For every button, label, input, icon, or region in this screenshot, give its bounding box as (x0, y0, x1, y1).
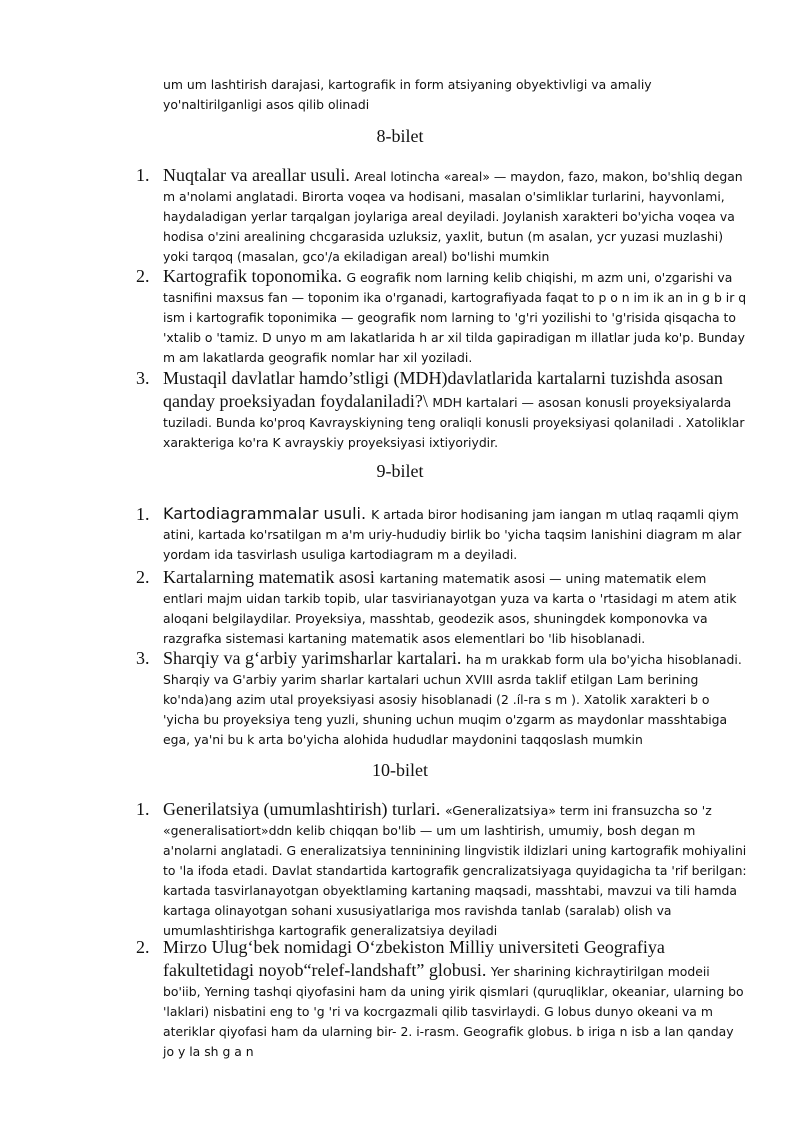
ticket-title: 9-bilet (376, 461, 424, 481)
item-number: 3. (136, 648, 150, 668)
item-heading: Generilatsiya (umumlashtirish) turlari. (163, 799, 445, 819)
list-item (136, 566, 748, 649)
item-number: 2. (136, 567, 150, 587)
item-number: 2. (136, 266, 150, 286)
item-body: Yer sharining kichraytirilgan modeii bo'iib, Yerning tashqi qiyofasini ham da uning yirik qismlari (quruqliklar, okeaniar, ularning bo 'laklari) nisbatini eng to 'g 'ri va kocrgazmali qilib tasvirlaydi. G lobus dunyo okeani va m ateriklar qiyofasi ham da ularning bir- 2. i-rasm. Geografik globus. b iriga n isb a lan qanday jo y la sh g a n (163, 964, 744, 1059)
list-item (136, 647, 748, 750)
list-item (136, 265, 748, 368)
item-heading: Sharqiy va g‘arbiy yarimsharlar kartalari. (163, 648, 466, 668)
item-body: G eografik nom larning kelib chiqishi, m azm uni, o'zgarishi va tasnifini maxsus fan — toponim ika o'rganadi, kartografiyada faqat to p o n im ik an in g b ir q ism i kartografik toponimika — geografik nom larning to 'g'ri yozilishi to 'g'risida qisqacha to 'xtalib o 'tamiz. D unyo m am lakatlarida h ar xil tilda gapiradigan m illatlar juda ko'p. Bunday m am lakatlarda geografik nomlar har xil yoziladi. (163, 270, 747, 365)
item-heading: Kartalarning matematik asosi (163, 567, 380, 587)
item-body: Areal lotincha «areal» — maydon, fazo, makon, bo'shliq degan m a'nolami anglatadi. Birorta voqea va hodisani, masalan o'simliklar turlarini, hayvonlami, haydaladigan yerlar tarqalgan joylariga areal deyiladi. Joylanish xarakteri bo'yicha voqea va hodisa o'zini arealining chcgarasida uzluksiz, yaxlit, butun (m asalan, ycr yuzasi muzlashi) yoki tarqoq (masalan, gco'/a ekiladigan areal) bo'lishi mumkin (163, 169, 743, 264)
item-heading: Nuqtalar va areallar usuli. (163, 165, 355, 185)
item-heading: Kartografik toponomika. (163, 266, 347, 286)
item-heading: Mirzo Ulug‘bek nomidagi O‘zbekiston Milliy universiteti Geografiya fakultetidagi noyob“relef-landshaft” globusi. (163, 937, 665, 980)
list-item (136, 936, 748, 1062)
item-body: kartaning matematik asosi — uning matematik elem entlari majm uidan tarkib topib, ular tasvirianayotgan yuza va karta o 'rtasidagi m atem atik aloqani belgilaydilar. Proyeksiya, masshtab, geodezik asos, shuningdek komponovka va razgrafka sistemasi kartaning matematik asos elementlari bo 'lib hisoblanadi. (163, 571, 737, 646)
ticket-title: 8-bilet (376, 126, 424, 146)
item-number: 1. (136, 165, 150, 185)
list-item (136, 367, 748, 453)
item-body: MDH kartalari — asosan konusli proyeksiyalarda tuziladi. Bunda ko'proq Kavrayskiyning teng oraliqli konusli proyeksiyasi qolaniladi . Xatoliklar xarakteriga ko'ra K avrayskiy proyeksiyasi ixtiyoriydir. (163, 395, 745, 450)
item-number: 2. (136, 937, 150, 957)
list-item (136, 164, 748, 267)
ticket-title: 10-bilet (372, 760, 428, 780)
intro-paragraph: um um lashtirish darajasi, kartografik in form atsiyaning obyektivligi va amaliy yo'naltirilganligi asos qilib olinadi (163, 77, 652, 112)
item-heading: Mustaqil davlatlar hamdo’stligi (MDH)davlatlarida kartalarni tuzishda asosan qanday proeksiyadan foydalaniladi?\ (163, 368, 723, 411)
item-body: «Generalizatsiya» term ini fransuzcha so 'z «generalisatiort»ddn kelib chiqqan bo'lib — um um lashtirish, umumiy, bosh degan m a'nolarni anglatadi. G eneralizatsiya tenninining lingvistik ildizlari uning kartografik mohiyalini to 'la ifoda etadi. Davlat standartida kartografik gencralizatsiyaga quyidagicha ta 'rif berilgan: kartada tasvirlanayotgan obyektlaming kartaning maqsadi, masshtabi, mavzui va tili hamda kartaga olinayotgan sohani xususiyatlariga mos ravishda tanlab (saralab) olish va umumlashtirishga kartografik generalizatsiya deyiladi (163, 803, 747, 938)
item-number: 1. (136, 799, 150, 819)
list-item (136, 798, 748, 941)
item-heading: Kartodiagrammalar usuli. (163, 504, 372, 523)
item-body: ha m urakkab form ula bo'yicha hisoblanadi. Sharqiy va G'arbiy yarim sharlar kartalari uchun XVIII asrda taklif etilgan Lam berining ko'nda)ang azim utal proyeksiyasi asosiy hisoblanadi (2 .íl-ra s m ). Xatolik xarakteri b o 'yicha bu proyeksiya teng yuzli, shuning uchun muqim o'zgarm as maydonlar masshtabiga ega, ya'ni bu k arta bo'yicha alohida hududlar maydonini taqqoslash mumkin (163, 652, 742, 747)
list-item (136, 503, 748, 565)
item-number: 1. (136, 504, 150, 524)
item-number: 3. (136, 368, 150, 388)
item-body: K artada biror hodisaning jam iangan m utlaq raqamli qiym atini, kartada ko'rsatilgan m a'm uriy-hududiy birlik bo 'yicha taqsim lanishini diagram m alar yordam ida tasvirlash usuliga kartodiagram m a deyiladi. (163, 507, 742, 562)
